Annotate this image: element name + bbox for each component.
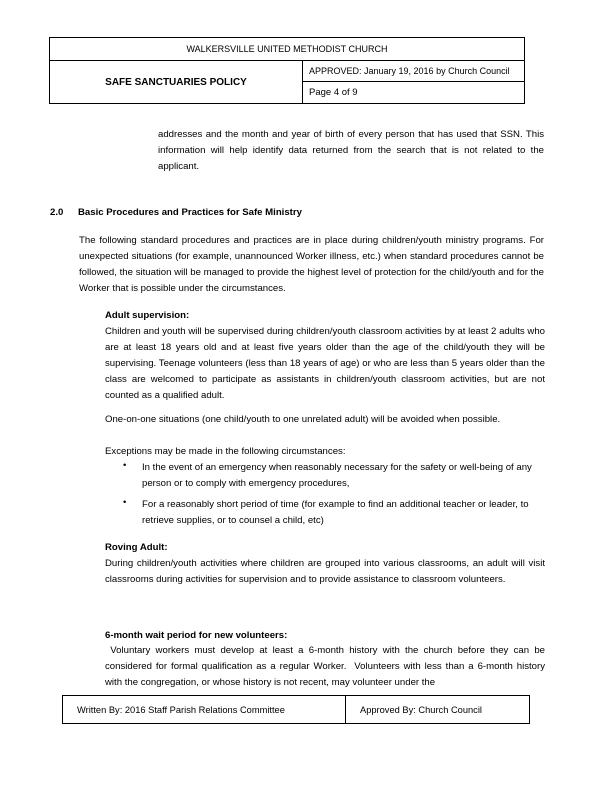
continuation-text: addresses and the month and year of birth of every person that has used that SSN. This information will help identify data returned from the search that is not related to the applicant. bbox=[158, 129, 544, 172]
policy-title: SAFE SANCTUARIES POLICY bbox=[50, 61, 303, 103]
written-by: Written By: 2016 Staff Parish Relations Committee bbox=[63, 696, 346, 723]
page-number: Page 4 of 9 bbox=[309, 87, 358, 98]
wait-period-paragraph bbox=[105, 643, 548, 688]
exceptions-intro: Exceptions may be made in the following circumstances: bbox=[105, 446, 346, 457]
section-heading bbox=[50, 207, 302, 218]
section-number: 2.0 bbox=[50, 207, 64, 218]
section-intro bbox=[79, 233, 544, 297]
exception-item-2: For a reasonably short period of time (for example to find an additional teacher or leader, to retrieve supplies, or to counsel a child, etc) bbox=[142, 499, 529, 526]
document-header bbox=[49, 37, 525, 104]
wait-period-heading: 6-month wait period for new volunteers: bbox=[105, 630, 288, 641]
roving-adult-text: During children/youth activities where children are grouped into various classrooms, an adult will visit classrooms during activities for supervision and to provide assistance to classroom volunteers. bbox=[105, 558, 545, 585]
document-footer bbox=[62, 695, 530, 724]
section-title: Basic Procedures and Practices for Safe Ministry bbox=[78, 207, 302, 218]
roving-adult-heading: Roving Adult: bbox=[105, 542, 168, 553]
wait-period-text: Voluntary workers must develop at least a 6-month history with the church before they can be considered for formal qualification as a regular Worker. Volunteers with less than a 6-month history with the congregation, or whose history is not recent, may volunteer under the bbox=[105, 645, 548, 688]
adult-supervision-heading: Adult supervision: bbox=[105, 310, 190, 321]
one-on-one-text: One-on-one situations (one child/youth to one unrelated adult) will be avoided when possible. bbox=[105, 414, 501, 425]
adult-supervision-paragraph bbox=[105, 324, 545, 404]
section-intro-text: The following standard procedures and practices are in place during children/youth ministry programs. For unexpected situations (for example, unannounced Worker illness, etc.) when standard procedures cannot be followed, the situation will be managed to provide the highest level of protection for the child/youth and for the Worker that is possible under the circumstances. bbox=[79, 235, 544, 294]
adult-supervision-text: Children and youth will be supervised during children/youth classroom activities by at least 2 adults who are at least 18 years old and at least five years older than the age of the child/youth they will be supervising. Teenage volunteers (less than 18 years of age) or who are less than 5 years older than the class are welcomed to participate as assistants in children/youth classroom activities, but are not counted as a qualified adult. bbox=[105, 326, 545, 401]
bullet-icon: • bbox=[123, 460, 127, 471]
bullet-icon: • bbox=[123, 497, 127, 508]
exception-item-1: In the event of an emergency when reasonably necessary for the safety or well-being of any person or to comply with emergency procedures, bbox=[142, 462, 532, 489]
roving-adult-paragraph bbox=[105, 556, 545, 588]
approval-date: APPROVED: January 19, 2016 by Church Council bbox=[303, 61, 524, 82]
approved-by: Approved By: Church Council bbox=[360, 704, 482, 715]
church-name: WALKERSVILLE UNITED METHODIST CHURCH bbox=[50, 38, 524, 61]
continuation-paragraph bbox=[158, 127, 544, 175]
